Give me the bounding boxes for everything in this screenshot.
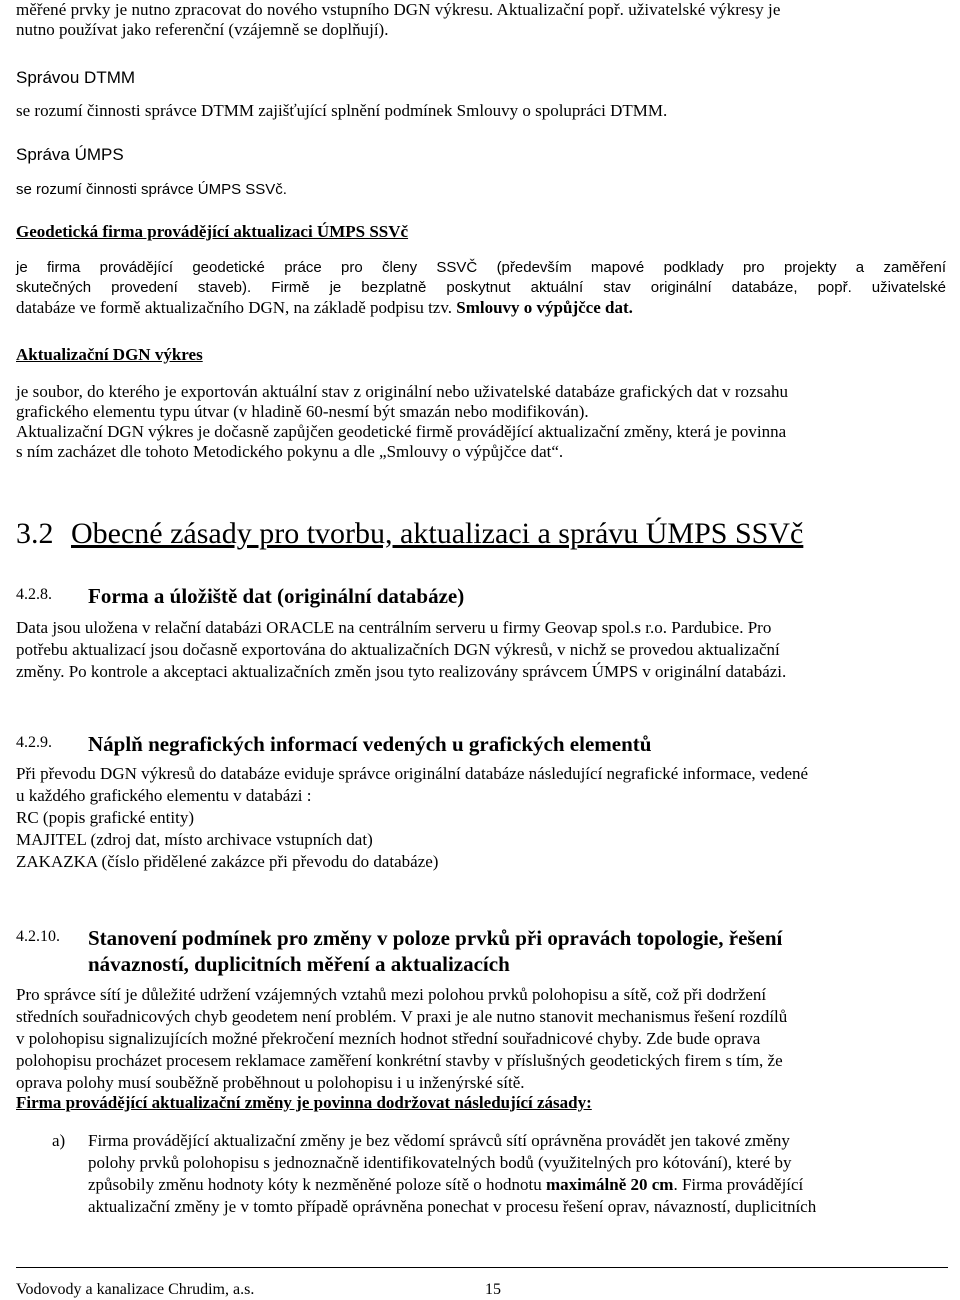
smlouva-vypujcka-bold: Smlouvy o výpůjčce dat. [456, 298, 633, 317]
geofirma-heading: Geodetická firma provádějící aktualizaci ÚMPS SSVč [16, 222, 409, 241]
s429-line: ZAKAZKA (číslo přidělené zakázce při převodu do databáze) [16, 852, 439, 871]
s4210-number: 4.2.10. [16, 928, 60, 945]
list-item-marker: a) [52, 1131, 66, 1150]
list-item-line: polohy prvků polohopisu s jednoznačně identifikovatelných bodů (využitelných pro kótování), které by [88, 1153, 792, 1172]
s4210-line: polohopisu procházet procesem reklamace zaměření konkrétní stavby v příslušných geodetických firem s tím, že [16, 1051, 783, 1070]
section-number: 3.2 [16, 517, 54, 550]
footer-divider [16, 1267, 948, 1268]
s428-paragraph [16, 618, 946, 682]
section-3-2-heading [16, 517, 803, 551]
s428-number: 4.2.8. [16, 586, 52, 603]
aktualizacni-dgn-line: s ním zacházet dle tohoto Metodického pokynu a dle „Smlouvy o výpůjčce dat“. [16, 442, 564, 461]
list-item-line: aktualizační změny je v tomto případě oprávněna ponechat v procesu řešení oprav, návazností, duplicitních [88, 1197, 817, 1216]
s4210-paragraph [16, 985, 946, 1113]
s429-line: MAJITEL (zdroj dat, místo archivace vstupních dat) [16, 830, 373, 849]
s428-line: Data jsou uložena v relační databázi ORACLE na centrálním serveru u firmy Geovap spol.s r.o. Pardubice. Pro [16, 618, 772, 637]
list-item-text: způsobily změnu hodnoty kóty k nezměněné poloze sítě o hodnotu [88, 1175, 546, 1194]
s428-line: změny. Po kontrole a akceptaci aktualizačních změn jsou tyto realizovány správcem ÚMPS v originální databázi. [16, 662, 787, 681]
s429-line: u každého grafického elementu v databázi : [16, 786, 312, 805]
s428-heading [16, 584, 465, 608]
top-paragraph-line: měřené prvky je nutno zpracovat do nového vstupního DGN výkresu. Aktualizační popř. uživatelské výkresy je [16, 0, 781, 19]
s4210-line: oprava polohy musí souběžně proběhnout u polohopisu i u inženýrské sítě. [16, 1073, 525, 1092]
s4210-rule-heading: Firma provádějící aktualizační změny je povinna dodržovat následující zásady: [16, 1093, 592, 1112]
list-item-text: . Firma provádějící [673, 1175, 804, 1194]
s428-line: potřebu aktualizací jsou dočasně exportována do aktualizačních DGN výkresů, v nichž se provedou aktualizační [16, 640, 780, 659]
aktualizacni-dgn-paragraph [16, 382, 946, 462]
s428-title: Forma a úložiště dat (originální databáze) [88, 584, 465, 608]
max-value-bold: maximálně 20 cm [545, 1175, 674, 1194]
dtmm-heading: Správou DTMM [16, 68, 136, 87]
aktualizacni-dgn-line: Aktualizační DGN výkres je dočasně zapůjčen geodetické firmě provádějící aktualizační změny, která je povinna [16, 422, 787, 441]
s429-heading [16, 732, 652, 756]
aktualizacni-dgn-line: grafického elementu typu útvar (v hladině 60-nesmí být smazán nebo modifikován). [16, 402, 589, 421]
s4210-line: Pro správce sítí je důležité udržení vzájemných vztahů mezi polohou prvků polohopisu a sítě, což při dodržení [16, 985, 767, 1004]
umps-text: se rozumí činnosti správce ÚMPS SSVč. [16, 181, 287, 198]
s4210-title-line1: Stanovení podmínek pro změny v poloze prvků při opravách topologie, řešení [88, 926, 783, 950]
geofirma-line [16, 298, 946, 318]
section-title: Obecné zásady pro tvorbu, aktualizaci a správu ÚMPS SSVč [71, 517, 804, 550]
s429-line: RC (popis grafické entity) [16, 808, 194, 827]
aktualizacni-dgn-line: je soubor, do kterého je exportován aktuální stav z originální nebo uživatelské databáze grafických dat v rozsahu [16, 382, 789, 401]
footer-page-number: 15 [485, 1281, 501, 1298]
footer-company: Vodovody a kanalizace Chrudim, a.s. [16, 1281, 255, 1298]
s4210-line: v polohopisu signalizujících možné překročení mezních hodnot střední souřadnicové chyby. Zde bude oprava [16, 1029, 761, 1048]
s429-paragraph [16, 764, 946, 872]
dtmm-text: se rozumí činnosti správce DTMM zajišťující splnění podmínek Smlouvy o spolupráci DTMM. [16, 101, 668, 120]
list-item [88, 1131, 948, 1217]
s429-title: Náplň negrafických informací vedených u grafických elementů [88, 732, 652, 756]
s4210-heading [16, 926, 783, 976]
s4210-line: středních souřadnicových chyb geodetem není problém. V praxi je ale nutno stanovit mechanismus řešení rozdílů [16, 1007, 788, 1026]
s4210-title-line2: návazností, duplicitních měření a aktualizacích [88, 952, 510, 976]
s429-line: Při převodu DGN výkresů do databáze eviduje správce originální databáze následující negrafické informace, vedené [16, 764, 809, 783]
geofirma-line: je firma provádějící geodetické práce pro členy SSVČ (především mapové podklady pro projekty a zaměření [16, 259, 946, 276]
geofirma-line3-text: databáze ve formě aktualizačního DGN, na základě podpisu tzv. [16, 298, 457, 317]
aktualizacni-dgn-heading: Aktualizační DGN výkres [16, 345, 203, 364]
list-item-line [88, 1175, 948, 1195]
geofirma-paragraph [16, 258, 946, 318]
s429-number: 4.2.9. [16, 734, 52, 751]
top-paragraph-line: nutno používat jako referenční (vzájemně se doplňují). [16, 20, 389, 39]
umps-heading: Správa ÚMPS [16, 145, 124, 164]
list-item-line: Firma provádějící aktualizační změny je bez vědomí správců sítí oprávněna provádět jen takové změny [88, 1131, 790, 1150]
top-paragraph [16, 0, 946, 40]
geofirma-line: skutečných provedení staveb). Firmě je bezplatně poskytnut aktuální stav originální databáze, popř. uživatelské [16, 279, 946, 296]
